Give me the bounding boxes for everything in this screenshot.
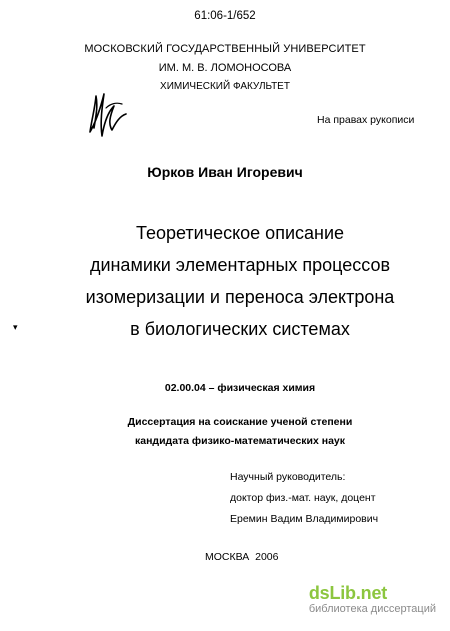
title-line-1: Теоретическое описание: [135, 223, 345, 243]
signature-icon: [86, 88, 132, 143]
watermark-subtitle: библиотека диссертаций: [308, 603, 436, 615]
document-code: 61:06-1/652: [194, 10, 256, 22]
watermark[interactable]: [309, 583, 436, 615]
specialty: 02.00.04 – физическая химия: [164, 382, 316, 394]
supervisor-name: Еремин Вадим Владимирович: [230, 513, 379, 525]
title-line-2: динамики элементарных процессов: [89, 255, 391, 275]
manuscript-rights-note: На правах рукописи: [317, 114, 415, 126]
title-line-3: изомеризации и переноса электрона: [85, 287, 395, 307]
dissertation-line-1: Диссертация на соискание ученой степени: [127, 416, 353, 428]
university-name-line2: ИМ. М. В. ЛОМОНОСОВА: [158, 62, 292, 74]
title-line-4: в биологических системах: [130, 319, 350, 339]
university-name: МОСКОВСКИЙ ГОСУДАРСТВЕННЫЙ УНИВЕРСИТЕТ: [84, 43, 366, 55]
margin-mark-icon: ▾: [13, 322, 18, 332]
supervisor-degree: доктор физ.-мат. наук, доцент: [230, 492, 376, 504]
dissertation-line-2: кандидата физико-математических наук: [134, 435, 346, 447]
city-year: МОСКВА 2006: [205, 551, 279, 563]
faculty-name: ХИМИЧЕСКИЙ ФАКУЛЬТЕТ: [160, 81, 290, 92]
supervisor-label: Научный руководитель:: [230, 471, 346, 483]
watermark-logo[interactable]: dsLib.net: [308, 583, 388, 603]
author-name: Юрков Иван Игоревич: [147, 164, 303, 180]
